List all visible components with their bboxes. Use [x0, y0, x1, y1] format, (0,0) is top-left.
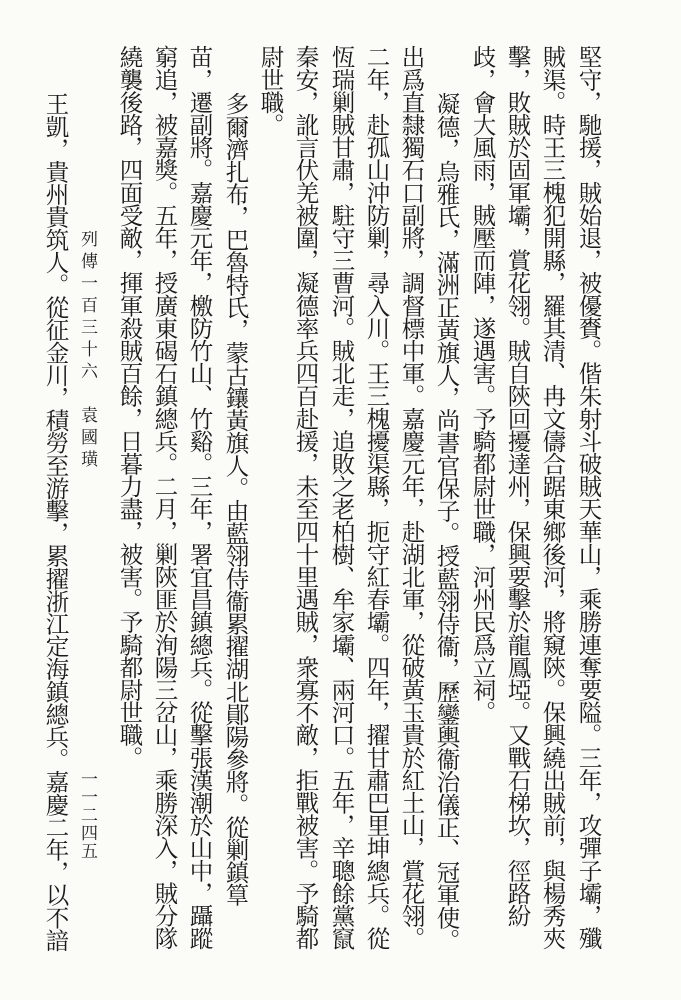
text-line: 擊，敗賊於固軍壩，賞花翎。賊自陝回擾達州，保興要擊於龍鳳埡。又戰石梯坎，徑路紛 — [503, 45, 532, 927]
text-line: 王凱，貴州貴筑人。從征金川，積勞至游擊，累擢浙江定海鎮總兵。嘉慶二年，以不諳 — [41, 92, 70, 951]
text-line: 窮追，被嘉獎。五年，授廣東碣石鎮總兵。二月，剿陝匪於洵陽三岔山，乘勝深入，賊分隊 — [150, 45, 179, 950]
text-line: 歧，會大風雨，賊壓而陣，遂遇害。予騎都尉世職，河州民爲立祠。 — [468, 45, 497, 724]
text-line: 堅守，馳援，賊始退，被優賚。偕朱射斗破賊天華山，乘勝連奪要隘。三年，攻彈子壩，殲 — [574, 45, 603, 950]
text-line: 賊渠。時王三槐犯開縣，羅其清、冉文儔合踞東鄉後河，將窺陝。保興繞出賊前，與楊秀夾 — [538, 45, 567, 950]
text-line: 多爾濟扎布，巴魯特氏，蒙古鑲黃旗人。由藍翎侍衞累擢湖北鄖陽參將。從剿鎮筸 — [221, 92, 250, 906]
text-line: 苗，遷副將。嘉慶元年，檄防竹山、竹谿。三年，署宜昌鎮總兵。從擊張漢潮於山中，躡蹤 — [185, 45, 214, 950]
text-line: 繞襲後路，四面受敵，揮軍殺賊百餘，日暮力盡，被害。予騎都尉世職。 — [115, 45, 144, 769]
text-line: 秦安，訛言伏羌被圍，凝德率兵四百赴援，未至四十里遇賊，衆寡不敵，拒戰被害。予騎都 — [291, 45, 320, 950]
text-line: 尉世職。 — [256, 45, 285, 136]
running-header: 列傳一百三十六 袁國璜 — [77, 230, 97, 472]
text-line: 二年，赴孤山沖防剿，尋入川。王三槐擾渠縣，扼守紅春壩。四年，擢甘肅巴里坤總兵。從 — [362, 45, 391, 950]
text-line: 出爲直隸獨石口副將，調督標中軍。嘉慶元年，赴湖北軍，從破黃玉貴於紅土山，賞花翎。 — [397, 45, 426, 950]
text-line: 恆瑞剿賊甘肅，駐守三曹河。賊北走，追敗之老柏樹、牟家壩、兩河口。五年，辛聰餘黨竄 — [327, 45, 356, 950]
text-line: 凝德，烏雅氏，滿洲正黃旗人，尚書官保子。授藍翎侍衞，歷鑾輿衞治儀正、冠軍使。 — [432, 92, 461, 951]
page-number: 一一二四五 — [77, 770, 97, 860]
